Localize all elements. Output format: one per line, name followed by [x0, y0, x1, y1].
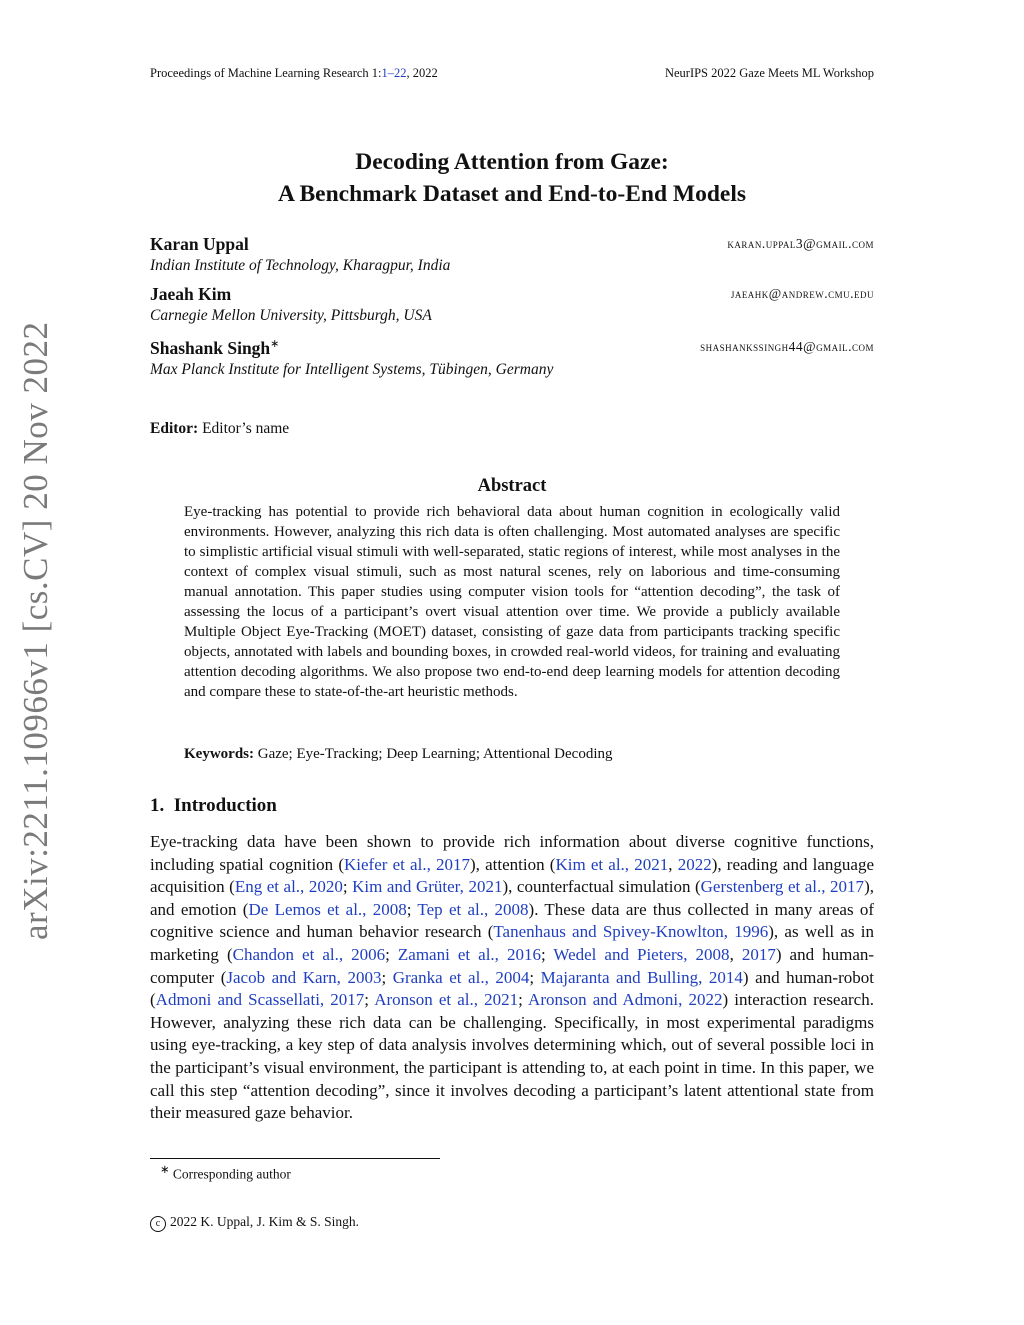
citation-link[interactable]: 2022: [677, 854, 712, 874]
citation-link[interactable]: Zamani et al., 2016: [397, 944, 541, 964]
footnote-text: Corresponding author: [172, 1166, 291, 1182]
author-email[interactable]: shashankssingh44@gmail.com: [700, 339, 874, 354]
corresponding-marker: ∗: [270, 338, 280, 350]
citation-link[interactable]: Kim et al., 2021: [555, 854, 669, 874]
keywords-value: Gaze; Eye-Tracking; Deep Learning; Attentional Decoding: [257, 746, 613, 762]
author-2: [150, 284, 874, 325]
author-affiliation: Max Planck Institute for Intelligent Systems, Tübingen, Germany: [150, 360, 554, 378]
citation-link[interactable]: Admoni and Scassellati, 2017: [155, 990, 365, 1010]
paper-title: [0, 146, 1024, 210]
author-1: [150, 234, 874, 275]
keywords-label: Keywords:: [184, 746, 254, 762]
copyright-icon: c: [150, 1216, 166, 1232]
page-range-link[interactable]: 1–22: [381, 66, 407, 80]
abstract-text: Eye-tracking has potential to provide rich behavioral data about human cognition in ecologically valid environments. However, analyzing this rich data is often challenging. Most automated analyses are specific to simplistic artificial visual stimuli with well-separated, static regions of interest, while most analyses in the context of complex visual stimuli, such as most natural scenes, rely on laborious and time-consuming manual annotation. This paper studies using computer vision tools for “attention decoding”, the task of assessing the locus of a participant’s overt visual attention over time. We provide a publicly available Multiple Object Eye-Tracking (MOET) dataset, consisting of gaze data from participants tracking specific objects, annotated with labels and bounding boxes, in crowded real-world videos, for training and evaluating attention decoding algorithms. We also propose two end-to-end deep learning models for attention decoding and compare these to state-of-the-art heuristic methods.: [184, 504, 840, 700]
author-affiliation: Indian Institute of Technology, Kharagpur, India: [150, 257, 451, 274]
citation-link[interactable]: Majaranta and Bulling, 2014: [540, 967, 743, 987]
citation-link[interactable]: Tanenhaus and Spivey-Knowlton, 1996: [493, 922, 769, 942]
editor-line: [150, 420, 289, 438]
citation-link[interactable]: Tep et al., 2008: [417, 899, 529, 919]
editor-label: Editor:: [150, 420, 199, 437]
citation-link[interactable]: De Lemos et al., 2008: [248, 899, 407, 919]
footnote-rule: [150, 1158, 440, 1159]
author-name: Jaeah Kim: [150, 284, 232, 304]
author-affiliation: Carnegie Mellon University, Pittsburgh, USA: [150, 307, 432, 324]
author-name: Karan Uppal: [150, 234, 249, 254]
author-email[interactable]: jaeahk@andrew.cmu.edu: [730, 286, 874, 301]
citation-link[interactable]: Gerstenberg et al., 2017: [700, 877, 865, 897]
citation-link[interactable]: Granka et al., 2004: [392, 967, 530, 987]
copyright-text: 2022 K. Uppal, J. Kim & S. Singh.: [170, 1214, 360, 1229]
citation-link[interactable]: Wedel and Pieters, 2008: [553, 944, 730, 964]
footnote: [160, 1163, 291, 1183]
author-email[interactable]: karan.uppal3@gmail.com: [727, 236, 874, 251]
editor-value: Editor’s name: [202, 420, 290, 437]
author-3: [150, 337, 874, 379]
citation-link[interactable]: 2017: [741, 944, 776, 964]
arxiv-stamp: arXiv:2211.10966v1 [cs.CV] 20 Nov 2022: [16, 321, 55, 940]
footnote-marker: ∗: [160, 1164, 170, 1176]
section-heading: 1. Introduction: [150, 795, 277, 816]
intro-paragraph: Eye-tracking data have been shown to provide rich information about diverse cognitive functions, including spatial cognition (Kiefer et al., 2017), attention (Kim et al., 2021, 2022), reading and language acquisition (Eng et al., 2020; Kim and Grüter, 2021), counterfactual simulation (Gerstenberg et al., 2017), and emotion (De Lemos et al., 2008; Tep et al., 2008). These data are thus collected in many areas of cognitive science and human behavior research (Tanenhaus and Spivey-Knowlton, 1996), as well as in marketing (Chandon et al., 2006; Zamani et al., 2016; Wedel and Pieters, 2008, 2017) and human-computer (Jacob and Karn, 2003; Granka et al., 2004; Majaranta and Bulling, 2014) and human-robot (Admoni and Scassellati, 2017; Aronson et al., 2021; Aronson and Admoni, 2022) interaction research. However, analyzing these rich data can be challenging. Specifically, in most experimental paradigms using eye-tracking, a key step of data analysis involves determining which, out of several possible loci in the participant’s visual environment, the participant is attending to, at each point in time. In this paper, we call this step “attention decoding”, since it involves decoding a participant’s latent attentional state from their measured gaze behavior.: [150, 832, 875, 1123]
citation-link[interactable]: Aronson and Admoni, 2022: [528, 990, 723, 1010]
running-head-right: NeurIPS 2022 Gaze Meets ML Workshop: [664, 66, 874, 80]
author-name: Shashank Singh∗: [150, 337, 280, 358]
copyright: [150, 1214, 359, 1232]
citation-link[interactable]: Jacob and Karn, 2003: [226, 967, 382, 987]
running-head-left: Proceedings of Machine Learning Research 1:1–22, 2022: [150, 66, 438, 80]
title-line-2: A Benchmark Dataset and End-to-End Models: [277, 181, 747, 207]
citation-link[interactable]: Aronson et al., 2021: [374, 990, 519, 1010]
citation-link[interactable]: Eng et al., 2020: [234, 877, 343, 897]
keywords: [184, 746, 840, 763]
citation-link[interactable]: Kim and Grüter, 2021: [352, 877, 503, 897]
citation-link[interactable]: Kiefer et al., 2017: [344, 854, 471, 874]
abstract-heading: Abstract: [477, 476, 547, 496]
citation-link[interactable]: Chandon et al., 2006: [232, 944, 386, 964]
title-line-1: Decoding Attention from Gaze:: [355, 149, 669, 175]
